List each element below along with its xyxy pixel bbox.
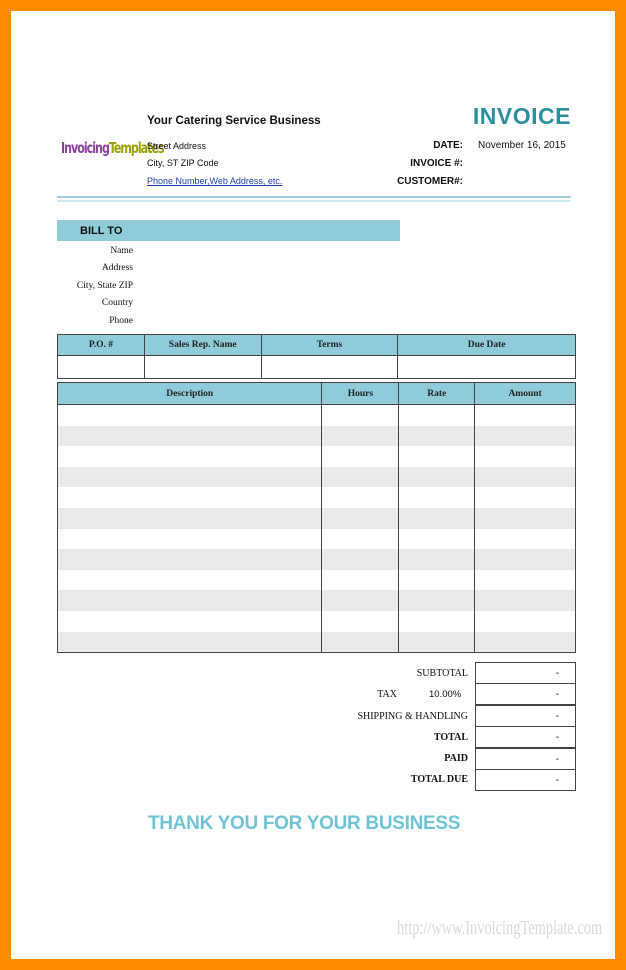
rate-cell[interactable] (399, 487, 475, 508)
amount-cell[interactable] (475, 467, 576, 488)
description-cell[interactable] (58, 467, 322, 488)
description-cell[interactable] (58, 426, 322, 447)
description-cell[interactable] (58, 405, 322, 426)
description-cell[interactable] (58, 611, 322, 632)
rate-cell[interactable] (399, 632, 475, 653)
table-row (58, 590, 576, 611)
amount-cell[interactable] (475, 487, 576, 508)
table-row (58, 426, 576, 447)
line-items-table (57, 382, 576, 653)
amount-cell[interactable] (475, 590, 576, 611)
tax-box (475, 683, 576, 705)
description-cell[interactable] (58, 508, 322, 529)
description-cell[interactable] (58, 632, 322, 653)
hours-cell[interactable] (322, 467, 399, 488)
invoice-number-label: INVOICE #: (410, 158, 463, 169)
logo-part-invoicing: Invoicing (61, 139, 109, 157)
sales-rep-cell[interactable] (144, 356, 261, 379)
hours-cell[interactable] (322, 529, 399, 550)
tax-rate: 10.00% (429, 689, 462, 700)
hours-cell[interactable] (322, 508, 399, 529)
description-cell[interactable] (58, 590, 322, 611)
table-row (58, 508, 576, 529)
rate-cell[interactable] (399, 611, 475, 632)
bill-to-phone-label: Phone (109, 316, 133, 326)
amount-cell[interactable] (475, 405, 576, 426)
total-due-box (475, 769, 576, 791)
bill-to-city-label: City, State ZIP (76, 281, 133, 291)
terms-cell[interactable] (261, 356, 398, 379)
amount-header: Amount (475, 383, 576, 405)
rate-header: Rate (399, 383, 475, 405)
table-row (58, 549, 576, 570)
subtotal-box (475, 662, 576, 684)
rate-cell[interactable] (399, 446, 475, 467)
shipping-box (475, 705, 576, 727)
table-row (58, 570, 576, 591)
shipping-value: - (555, 711, 559, 722)
description-cell[interactable] (58, 570, 322, 591)
description-cell[interactable] (58, 529, 322, 550)
sales-rep-header: Sales Rep. Name (144, 335, 261, 356)
po-number-header: P.O. # (58, 335, 145, 356)
table-row (58, 632, 576, 653)
hours-cell[interactable] (322, 487, 399, 508)
paid-value: - (555, 754, 559, 765)
hours-cell[interactable] (322, 405, 399, 426)
amount-cell[interactable] (475, 632, 576, 653)
rate-cell[interactable] (399, 508, 475, 529)
watermark-url: http://www.InvoicingTemplate.com (397, 917, 603, 939)
table-row (58, 446, 576, 467)
total-due-value: - (555, 775, 559, 786)
date-value: November 16, 2015 (478, 140, 566, 151)
description-cell[interactable] (58, 446, 322, 467)
hours-cell[interactable] (322, 590, 399, 611)
subtotal-label: SUBTOTAL (416, 668, 468, 679)
invoice-page (11, 11, 615, 959)
due-date-header: Due Date (398, 335, 576, 356)
rate-cell[interactable] (399, 590, 475, 611)
hours-cell[interactable] (322, 446, 399, 467)
rate-cell[interactable] (399, 405, 475, 426)
business-city: City, ST ZIP Code (147, 158, 219, 168)
amount-cell[interactable] (475, 508, 576, 529)
business-contact-link[interactable]: Phone Number,Web Address, etc. (147, 176, 283, 186)
amount-cell[interactable] (475, 446, 576, 467)
tax-label: TAX (377, 689, 397, 700)
subtotal-value: - (555, 668, 559, 679)
description-header: Description (58, 383, 322, 405)
rate-cell[interactable] (399, 426, 475, 447)
paid-box (475, 748, 576, 770)
logo-part-templates: Templates (108, 139, 164, 157)
amount-cell[interactable] (475, 426, 576, 447)
date-label: DATE: (433, 140, 463, 151)
bill-to-address-label: Address (101, 263, 133, 273)
due-date-cell[interactable] (398, 356, 576, 379)
header-divider-secondary (57, 200, 571, 202)
description-cell[interactable] (58, 549, 322, 570)
bill-to-heading (57, 220, 400, 241)
table-row (58, 529, 576, 550)
amount-cell[interactable] (475, 529, 576, 550)
hours-header: Hours (322, 383, 399, 405)
total-due-label: TOTAL DUE (410, 774, 468, 785)
table-row (58, 611, 576, 632)
amount-cell[interactable] (475, 570, 576, 591)
table-row (58, 487, 576, 508)
bill-to-label: BILL TO (80, 225, 123, 237)
total-value: - (555, 732, 559, 743)
table-row (58, 405, 576, 426)
amount-cell[interactable] (475, 611, 576, 632)
invoice-title: INVOICE (472, 103, 571, 129)
table-row (58, 467, 576, 488)
hours-cell[interactable] (322, 611, 399, 632)
business-name: Your Catering Service Business (147, 115, 321, 127)
rate-cell[interactable] (399, 529, 475, 550)
description-cell[interactable] (58, 487, 322, 508)
hours-cell[interactable] (322, 549, 399, 570)
total-box (475, 726, 576, 748)
rate-cell[interactable] (399, 467, 475, 488)
bill-to-name-label: Name (110, 246, 133, 256)
terms-header: Terms (261, 335, 398, 356)
total-label: TOTAL (433, 732, 468, 743)
amount-cell[interactable] (475, 549, 576, 570)
header-divider (57, 196, 571, 198)
rate-cell[interactable] (399, 549, 475, 570)
paid-label: PAID (444, 753, 468, 764)
customer-number-label: CUSTOMER#: (397, 176, 463, 187)
rate-cell[interactable] (399, 570, 475, 591)
tax-value: - (555, 689, 559, 700)
hours-cell[interactable] (322, 570, 399, 591)
thank-you-message: THANK YOU FOR YOUR BUSINESS (148, 813, 461, 834)
po-number-cell[interactable] (58, 356, 145, 379)
shipping-label: SHIPPING & HANDLING (357, 711, 468, 722)
business-street: Street Address (147, 141, 207, 151)
hours-cell[interactable] (322, 426, 399, 447)
hours-cell[interactable] (322, 632, 399, 653)
bill-to-country-label: Country (101, 298, 133, 308)
order-info-table (57, 334, 576, 379)
